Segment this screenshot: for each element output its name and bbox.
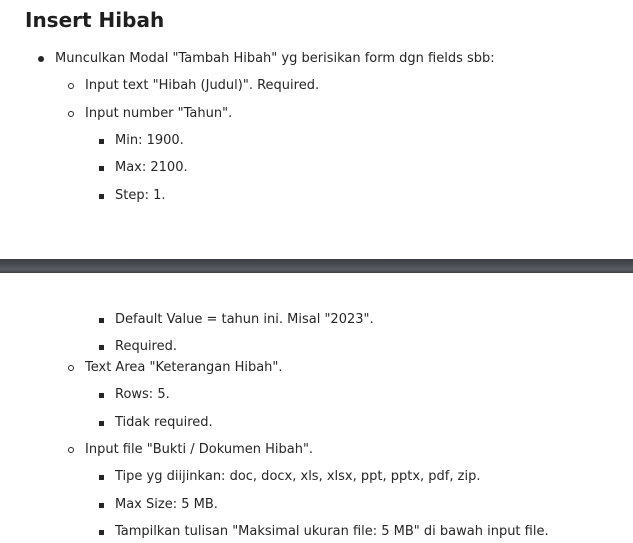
page-separator: [0, 259, 633, 273]
list-item-file-types: Tipe yg diijinkan: doc, docx, xls, xlsx, ppt, pptx, pdf, zip.: [115, 469, 481, 484]
bullet-disc-icon: [38, 56, 44, 62]
list-item-field-file: Input file "Bukti / Dokumen Hibah".: [85, 442, 314, 457]
bullet-square-icon: [99, 421, 104, 426]
list-item-file-hint: Tampilkan tulisan "Maksimal ukuran file: 5 MB" di bawah input file.: [115, 524, 549, 539]
list-item-notes-rows: Rows: 5.: [115, 387, 170, 402]
bullet-square-icon: [99, 166, 104, 171]
bullet-square-icon: [99, 318, 104, 323]
bullet-square-icon: [99, 503, 104, 508]
list-item-field-title: Input text "Hibah (Judul)". Required.: [85, 78, 320, 93]
bullet-square-icon: [99, 345, 104, 350]
bullet-circle-icon: [68, 365, 74, 371]
bullet-square-icon: [99, 393, 104, 398]
list-item-field-notes: Text Area "Keterangan Hibah".: [85, 360, 283, 375]
list-item-year-required: Required.: [115, 339, 177, 354]
list-item-modal: Munculkan Modal "Tambah Hibah" yg berisikan form dgn fields sbb:: [55, 51, 495, 66]
bullet-circle-icon: [68, 83, 74, 89]
bullet-circle-icon: [68, 447, 74, 453]
list-item-year-max: Max: 2100.: [115, 160, 188, 175]
list-item-field-year: Input number "Tahun".: [85, 106, 233, 121]
document-page-1: [0, 0, 633, 259]
bullet-square-icon: [99, 530, 104, 535]
bullet-square-icon: [99, 475, 104, 480]
list-item-file-max: Max Size: 5 MB.: [115, 497, 218, 512]
page-title: Insert Hibah: [25, 8, 165, 32]
list-item-year-min: Min: 1900.: [115, 133, 184, 148]
list-item-year-default: Default Value = tahun ini. Misal "2023".: [115, 312, 374, 327]
list-item-year-step: Step: 1.: [115, 188, 166, 203]
list-item-notes-optional: Tidak required.: [115, 415, 213, 430]
bullet-square-icon: [99, 139, 104, 144]
bullet-circle-icon: [68, 111, 74, 117]
bullet-square-icon: [99, 194, 104, 199]
